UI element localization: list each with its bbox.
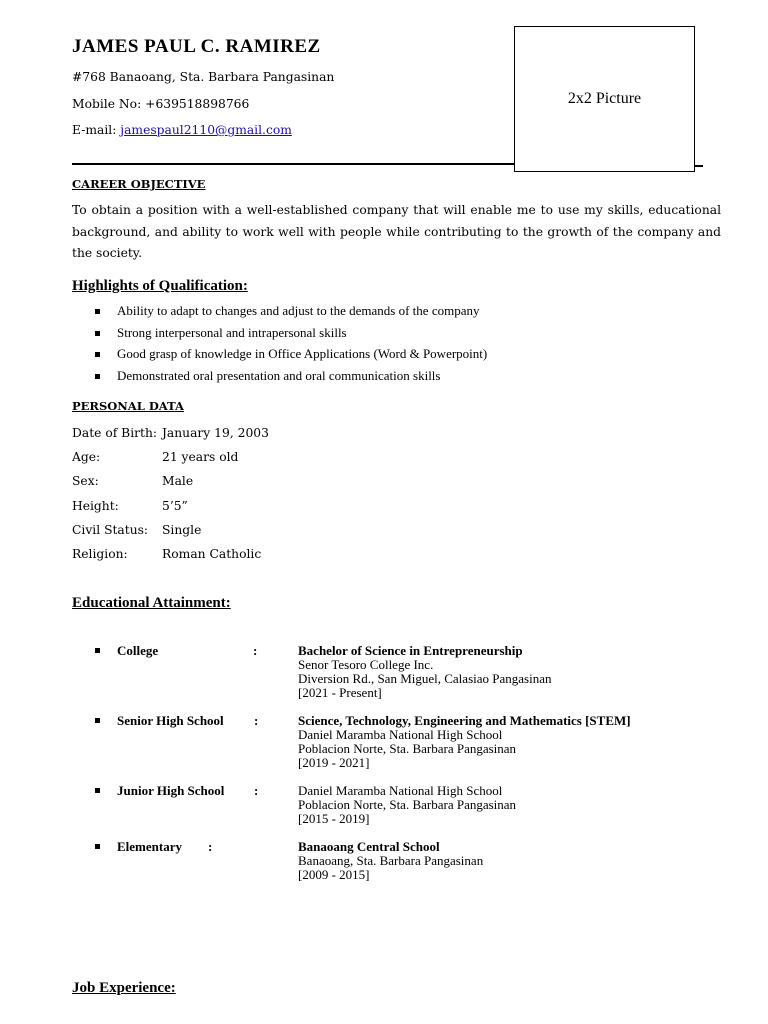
degree-title: Bachelor of Science in Entrepreneurship [298,643,523,658]
highlight-text: Strong interpersonal and intrapersonal skills [117,324,347,340]
education-level: Senior High School [117,713,224,728]
education-level: College [117,643,159,658]
bullet-icon [95,648,100,653]
bullet-icon [95,718,100,723]
education-details [298,714,631,770]
list-item [95,368,487,390]
field-label: Date of Birth: [72,426,158,440]
email-label: E-mail: [72,123,121,137]
mobile-number: +639518898766 [145,97,250,111]
field-label: Religion: [72,547,128,561]
bullet-icon [95,788,100,793]
header-divider-end [695,165,703,167]
school-address: Poblacion Norte, Sta. Barbara Pangasinan [298,797,517,812]
school-name: Banaoang Central School [298,839,440,854]
list-item [95,325,487,347]
field-label: Civil Status: [72,523,149,537]
field-value: Single [162,523,202,537]
school-name: Daniel Maramba National High School [298,727,503,742]
highlights-list [95,303,487,389]
highlight-text: Demonstrated oral presentation and oral communication skills [117,367,441,383]
applicant-name: JAMES PAUL C. RAMIREZ [72,36,321,57]
personal-data-heading: PERSONAL DATA [72,399,184,413]
school-years: [2015 - 2019] [298,811,370,826]
education-level: Elementary [117,839,182,854]
school-name: Senor Tesoro College Inc. [298,657,434,672]
field-label: Height: [72,499,119,513]
field-value: 21 years old [162,450,239,464]
education-details [298,784,516,826]
mobile-label: Mobile No: [72,97,146,111]
bullet-icon [95,352,100,357]
career-objective-heading: CAREER OBJECTIVE [72,177,206,191]
school-years: [2009 - 2015] [298,867,370,882]
highlight-text: Ability to adapt to changes and adjust to the demands of the company [117,303,480,318]
job-experience-heading: Job Experience: [72,980,176,996]
education-colon: : [208,839,213,854]
field-value: Male [162,474,194,488]
school-address: Diversion Rd., San Miguel, Calasiao Pangasinan [298,671,552,686]
field-label: Sex: [72,474,99,488]
bullet-icon [95,374,100,379]
education-details [298,840,483,882]
education-level: Junior High School [117,783,225,798]
field-label: Age: [72,450,101,464]
education-colon: : [253,643,258,658]
education-heading: Educational Attainment: [72,595,231,611]
bullet-icon [95,309,100,314]
mobile-line [72,97,249,111]
school-name: Daniel Maramba National High School [298,783,503,798]
highlights-heading: Highlights of Qualification: [72,278,248,294]
email-link[interactable]: jamespaul2110@gmail.com [120,123,292,137]
address-line: #768 Banaoang, Sta. Barbara Pangasinan [72,70,335,84]
career-objective-text: To obtain a position with a well-established company that will enable me to use my skills, educational background, and ability to work well with people while contributing to the growth of the company and the society. [72,203,721,260]
education-details [298,644,551,700]
email-line [72,123,292,137]
school-years: [2021 - Present] [298,685,382,700]
strand-title: Science, Technology, Engineering and Mathematics [STEM] [298,713,631,728]
education-colon: : [254,713,259,728]
bullet-icon [95,331,100,336]
school-address: Poblacion Norte, Sta. Barbara Pangasinan [298,741,517,756]
field-value: January 19, 2003 [162,426,269,440]
school-address: Banaoang, Sta. Barbara Pangasinan [298,853,484,868]
highlight-text: Good grasp of knowledge in Office Applications (Word & Powerpoint) [117,346,488,361]
photo-placeholder [514,26,695,172]
photo-placeholder-label: 2x2 Picture [567,90,642,107]
field-value: Roman Catholic [162,547,262,561]
list-item [95,346,487,368]
field-value: 5’5” [162,499,188,513]
school-years: [2019 - 2021] [298,755,370,770]
bullet-icon [95,844,100,849]
education-colon: : [254,783,259,798]
header-divider [72,163,514,165]
list-item [95,303,487,325]
